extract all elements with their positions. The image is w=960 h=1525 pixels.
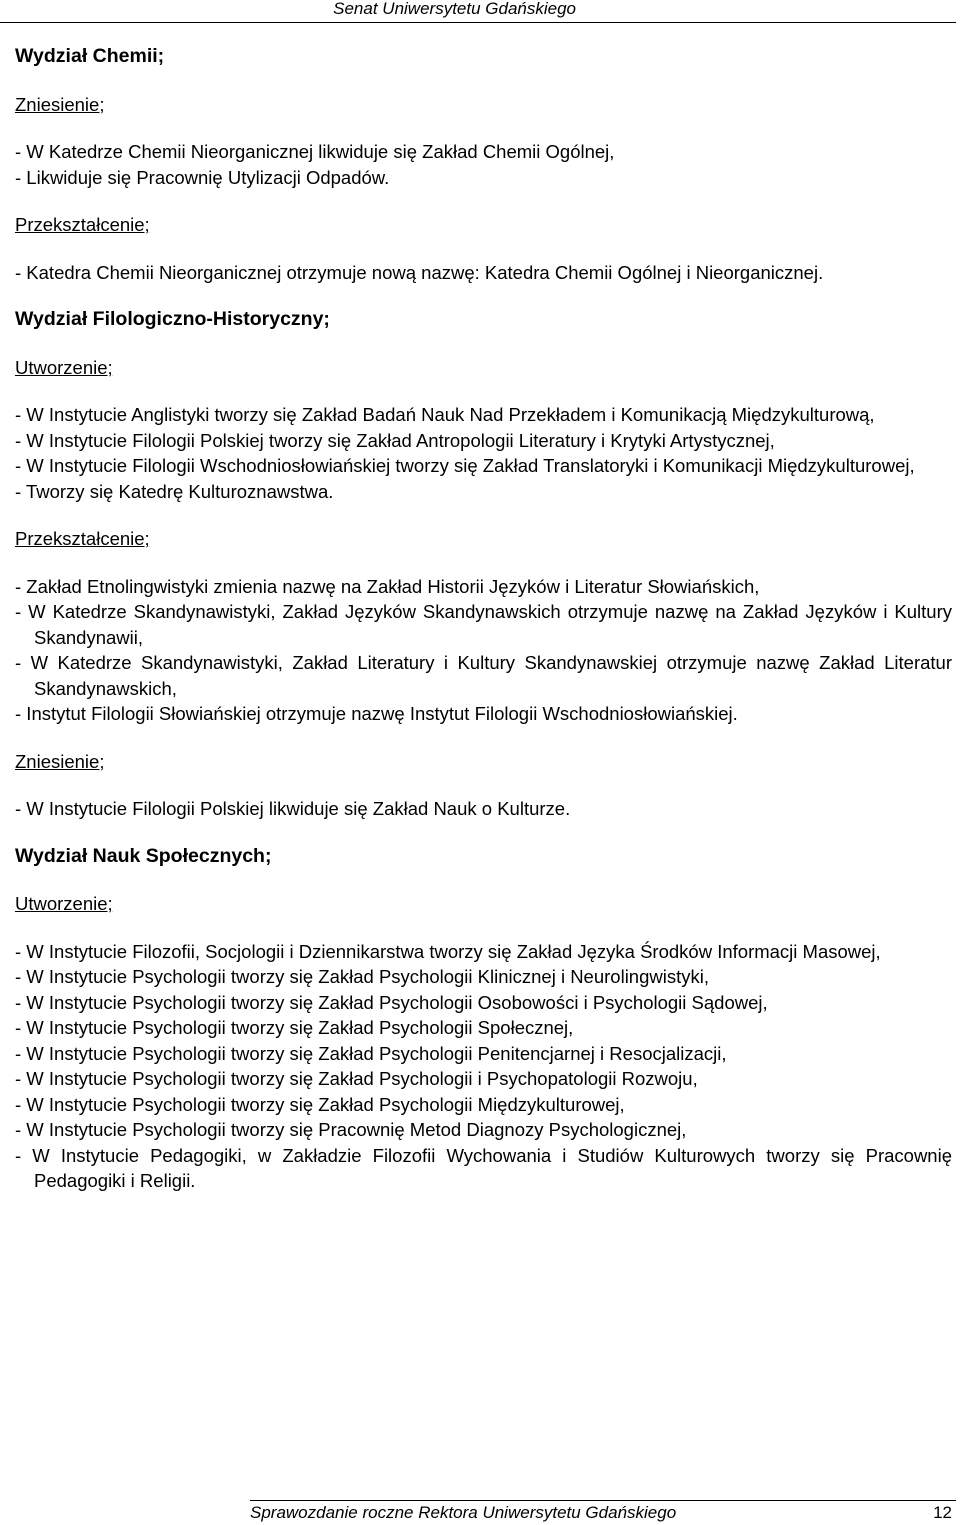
list-item: - W Instytucie Filologii Wschodniosłowiańskiej tworzy się Zakład Translatoryki i Komunikacji Międzykulturowej, bbox=[15, 455, 915, 476]
page-header bbox=[0, 0, 956, 23]
subsection-label: Utworzenie; bbox=[15, 893, 113, 914]
list-item: - W Instytucie Filozofii, Socjologii i Dziennikarstwa tworzy się Zakład Języka Środków Informacji Masowej, bbox=[15, 940, 881, 962]
list-item: - Katedra Chemii Nieorganicznej otrzymuje nową nazwę: Katedra Chemii Ogólnej i Nieorganicznej. bbox=[15, 261, 824, 283]
list-item: - W Instytucie Psychologii tworzy się Zakład Psychologii Osobowości i Psychologii Sądowej, bbox=[15, 991, 768, 1013]
document-body bbox=[15, 44, 952, 1216]
list-item: - W Instytucie Psychologii tworzy się Zakład Psychologii Społecznej, bbox=[15, 1017, 574, 1038]
list-item: - W Instytucie Psychologii tworzy się Zakład Psychologii Międzykulturowej, bbox=[15, 1093, 625, 1115]
list-item: - W Katedrze Skandynawistyki, Zakład Języków Skandynawskich otrzymuje nazwę na Zakład Języków i Kultury Skandynawii, bbox=[15, 601, 952, 648]
subsection-label: Zniesienie; bbox=[15, 93, 105, 115]
item-list bbox=[15, 260, 952, 286]
list-item: - Tworzy się Katedrę Kulturoznawstwa. bbox=[15, 480, 334, 502]
list-item: - W Instytucie Pedagogiki, w Zakładzie Filozofii Wychowania i Studiów Kulturowych tworzy się Pracownię Pedagogiki i Religii. bbox=[15, 1144, 952, 1191]
item-list bbox=[15, 796, 952, 822]
list-item: - Instytut Filologii Słowiańskiej otrzymuje nazwę Instytut Filologii Wschodniosłowiańskiej. bbox=[15, 703, 738, 724]
item-list bbox=[15, 574, 952, 727]
list-item: - W Instytucie Psychologii tworzy się Zakład Psychologii Klinicznej i Neurolingwistyki, bbox=[15, 966, 709, 987]
footer-title: Sprawozdanie roczne Rektora Uniwersytetu Gdańskiego bbox=[250, 1503, 677, 1522]
list-item: - W Instytucie Anglistyki tworzy się Zakład Badań Nauk Nad Przekładem i Komunikacją Międzykulturową, bbox=[15, 404, 875, 425]
list-item: - W Katedrze Chemii Nieorganicznej likwiduje się Zakład Chemii Ogólnej, bbox=[15, 141, 615, 162]
subsection-label: Przekształcenie; bbox=[15, 528, 150, 549]
list-item: - W Instytucie Psychologii tworzy się Pracownię Metod Diagnozy Psychologicznej, bbox=[15, 1119, 687, 1140]
list-item: - Likwiduje się Pracownię Utylizacji Odpadów. bbox=[15, 166, 390, 188]
item-list bbox=[15, 139, 952, 190]
list-item: - Zakład Etnolingwistyki zmienia nazwę na Zakład Historii Języków i Literatur Słowiańskich, bbox=[15, 575, 760, 597]
item-list bbox=[15, 402, 952, 504]
list-item: - W Katedrze Skandynawistyki, Zakład Literatury i Kultury Skandynawskiej otrzymuje nazwę Zakład Literatur Skandynawskich, bbox=[15, 652, 952, 699]
subsection-label: Utworzenie; bbox=[15, 356, 113, 378]
page-footer bbox=[250, 1500, 956, 1522]
subsection-label: Przekształcenie; bbox=[15, 214, 150, 235]
list-item: - W Instytucie Filologii Polskiej likwiduje się Zakład Nauk o Kulturze. bbox=[15, 798, 571, 819]
list-item: - W Instytucie Psychologii tworzy się Zakład Psychologii i Psychopatologii Rozwoju, bbox=[15, 1068, 698, 1089]
page-number: 12 bbox=[933, 1503, 952, 1522]
item-list bbox=[15, 939, 952, 1194]
faculty-heading: Wydział Nauk Społecznych; bbox=[15, 844, 272, 867]
subsection-label: Zniesienie; bbox=[15, 750, 105, 772]
list-item: - W Instytucie Filologii Polskiej tworzy się Zakład Antropologii Literatury i Krytyki Artystycznej, bbox=[15, 429, 775, 451]
faculty-heading: Wydział Chemii; bbox=[15, 45, 165, 67]
list-item: - W Instytucie Psychologii tworzy się Zakład Psychologii Penitencjarnej i Resocjalizacji, bbox=[15, 1042, 727, 1064]
header-title: Senat Uniwersytetu Gdańskiego bbox=[333, 0, 576, 18]
faculty-heading: Wydział Filologiczno-Historyczny; bbox=[15, 308, 330, 330]
